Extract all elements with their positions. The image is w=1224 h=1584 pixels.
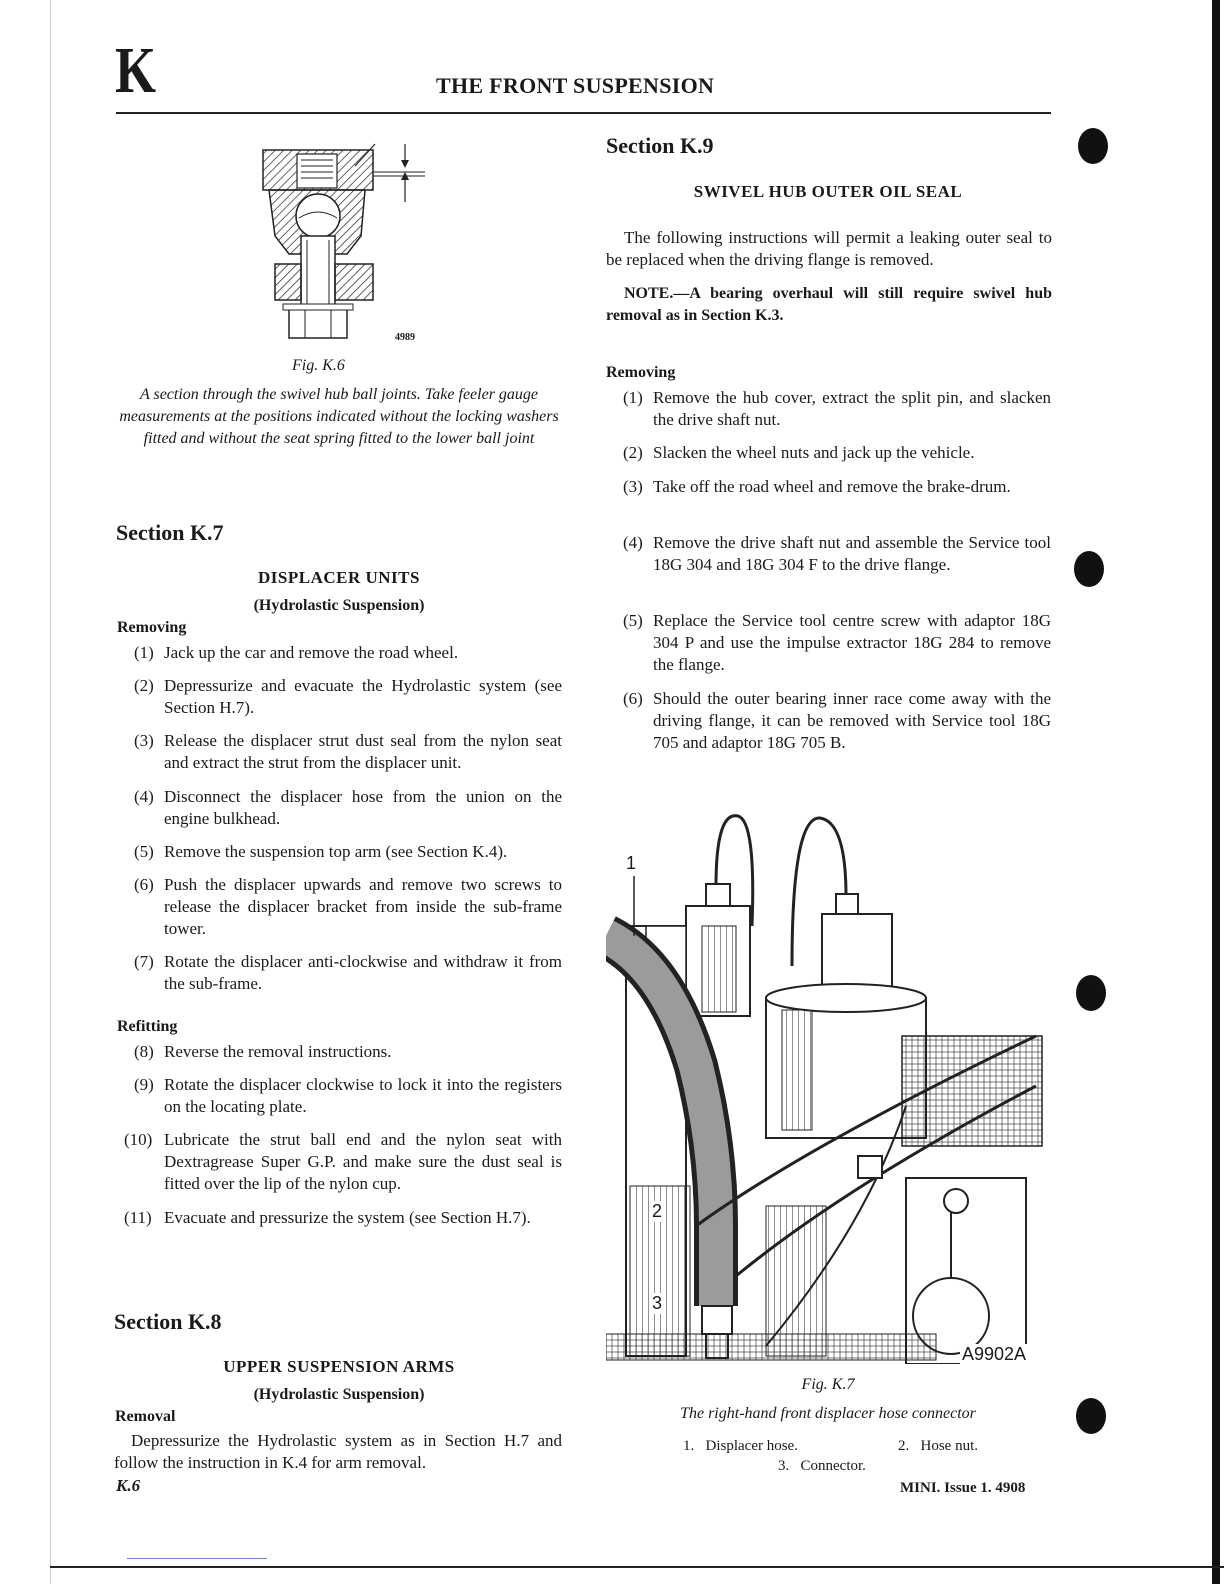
scan-mark bbox=[127, 1558, 267, 1559]
figure-caption: A section through the swivel hub ball joints. Take feeler gauge measurements at the positions indicated without the locking washers fitted and without the seat spring fitted to the lower ball joint bbox=[119, 386, 559, 447]
item-text: Lubricate the strut ball end and the nylon seat with Dextragrease Super G.P. and make sure the dust seal is fitted over the lip of the nylon cup. bbox=[164, 1130, 562, 1193]
callout-1: 1 bbox=[626, 853, 637, 873]
legend-item bbox=[778, 1458, 866, 1475]
list-item bbox=[623, 610, 1051, 676]
item-number: (3) bbox=[623, 477, 643, 496]
item-text: Slacken the wheel nuts and jack up the vehicle. bbox=[653, 443, 975, 462]
section-letter: K bbox=[115, 34, 157, 107]
subheading-refitting: Refitting bbox=[117, 1018, 178, 1035]
binder-hole bbox=[1076, 1398, 1106, 1434]
paragraph: Depressurize the Hydrolastic system as in Section H.7 and follow the instruction in K.4 for arm removal. bbox=[114, 1431, 562, 1472]
legend-item bbox=[898, 1438, 978, 1455]
displacer-hose-connector-illustration bbox=[606, 806, 1046, 1364]
note-paragraph: NOTE.—A bearing overhaul will still require swivel hub removal as in Section K.3. bbox=[606, 285, 1052, 324]
callout-2: 2 bbox=[652, 1201, 663, 1221]
item-text: Take off the road wheel and remove the brake-drum. bbox=[653, 477, 1011, 496]
list-item bbox=[134, 642, 562, 664]
item-text: Should the outer bearing inner race come away with the driving flange, it can be removed with Service tool 18G 705 and adaptor 18G 705 B. bbox=[653, 689, 1051, 752]
list-item bbox=[134, 874, 562, 940]
section-title: UPPER SUSPENSION ARMS bbox=[223, 1357, 455, 1376]
ball-joint-section-illustration bbox=[255, 136, 435, 356]
header-rule bbox=[116, 112, 1051, 114]
list-item bbox=[623, 387, 1051, 431]
issue-reference: MINI. Issue 1. 4908 bbox=[900, 1480, 1026, 1496]
list-item bbox=[623, 532, 1051, 576]
item-number: (5) bbox=[134, 842, 154, 861]
item-text: Reverse the removal instructions. bbox=[164, 1042, 392, 1061]
section-heading: Section K.9 bbox=[606, 133, 714, 158]
item-text: Remove the hub cover, extract the split pin, and slacken the drive shaft nut. bbox=[653, 388, 1051, 429]
list-item bbox=[623, 476, 1051, 498]
legend-number: 1. bbox=[683, 1438, 695, 1454]
section-subtitle: (Hydrolastic Suspension) bbox=[253, 1386, 425, 1403]
page-edge-bottom bbox=[50, 1566, 1224, 1568]
item-text: Push the displacer upwards and remove two screws to release the displacer bracket from inside the sub-frame tower. bbox=[164, 875, 562, 938]
subheading-removal: Removal bbox=[115, 1408, 176, 1425]
subheading-removing: Removing bbox=[117, 619, 187, 636]
item-text: Remove the drive shaft nut and assemble the Service tool 18G 304 and 18G 304 F to the drive flange. bbox=[653, 533, 1051, 574]
binder-hole bbox=[1074, 551, 1104, 587]
item-text: Rotate the displacer clockwise to lock it into the registers on the locating plate. bbox=[164, 1075, 562, 1116]
item-number: (4) bbox=[623, 533, 643, 552]
item-number: (4) bbox=[134, 787, 154, 806]
item-number: (2) bbox=[623, 443, 643, 462]
list-item bbox=[124, 1207, 562, 1229]
item-number: (11) bbox=[124, 1208, 152, 1227]
list-item bbox=[623, 688, 1051, 754]
item-number: (6) bbox=[134, 875, 154, 894]
list-item bbox=[134, 1074, 562, 1118]
legend-text: Displacer hose. bbox=[705, 1438, 798, 1454]
section-heading: Section K.7 bbox=[116, 520, 224, 545]
item-text: Replace the Service tool centre screw with adaptor 18G 304 P and use the impulse extractor 18G 284 to remove the flange. bbox=[653, 611, 1051, 674]
item-text: Depressurize and evacuate the Hydrolastic system (see Section H.7). bbox=[164, 676, 562, 717]
item-number: (8) bbox=[134, 1042, 154, 1061]
item-text: Rotate the displacer anti-clockwise and withdraw it from the sub-frame. bbox=[164, 952, 562, 993]
plate-code: A9902A bbox=[962, 1344, 1027, 1364]
item-text: Release the displacer strut dust seal from the nylon seat and extract the strut from the displacer unit. bbox=[164, 731, 562, 772]
legend-number: 2. bbox=[898, 1438, 910, 1454]
list-item bbox=[134, 675, 562, 719]
page-number: K.6 bbox=[116, 1476, 141, 1495]
item-text: Evacuate and pressurize the system (see Section H.7). bbox=[164, 1208, 531, 1227]
page-title: THE FRONT SUSPENSION bbox=[436, 73, 715, 98]
item-number: (5) bbox=[623, 611, 643, 630]
legend-text: Connector. bbox=[800, 1458, 866, 1474]
section-title: DISPLACER UNITS bbox=[258, 568, 420, 587]
figure-caption: The right-hand front displacer hose connector bbox=[680, 1405, 976, 1422]
list-item bbox=[124, 1129, 562, 1195]
list-item bbox=[134, 730, 562, 774]
figure-label: Fig. K.7 bbox=[801, 1376, 855, 1393]
callout-3: 3 bbox=[652, 1293, 663, 1313]
page-edge-right bbox=[1212, 0, 1220, 1584]
page-edge-left bbox=[50, 0, 51, 1584]
list-item bbox=[134, 786, 562, 830]
figure-label: Fig. K.6 bbox=[292, 357, 345, 374]
list-item bbox=[134, 951, 562, 995]
item-text: Disconnect the displacer hose from the union on the engine bulkhead. bbox=[164, 787, 562, 828]
item-number: (3) bbox=[134, 731, 154, 750]
item-text: Jack up the car and remove the road wheel. bbox=[164, 643, 459, 662]
item-number: (1) bbox=[623, 388, 643, 407]
item-text: Remove the suspension top arm (see Section K.4). bbox=[164, 842, 508, 861]
section-title: SWIVEL HUB OUTER OIL SEAL bbox=[693, 182, 963, 201]
item-number: (1) bbox=[134, 643, 154, 662]
legend-text: Hose nut. bbox=[920, 1438, 978, 1454]
list-item bbox=[134, 841, 562, 863]
binder-hole bbox=[1076, 975, 1106, 1011]
section-subtitle: (Hydrolastic Suspension) bbox=[253, 597, 425, 614]
item-number: (10) bbox=[124, 1130, 153, 1149]
item-number: (6) bbox=[623, 689, 643, 708]
section-heading: Section K.8 bbox=[114, 1309, 222, 1334]
list-item bbox=[134, 1041, 562, 1063]
legend-item bbox=[683, 1438, 798, 1455]
subheading-removing: Removing bbox=[606, 364, 676, 381]
item-number: (9) bbox=[134, 1075, 154, 1094]
legend-number: 3. bbox=[778, 1458, 790, 1474]
list-item bbox=[623, 442, 1051, 464]
plate-mark: 4989 bbox=[395, 332, 415, 343]
item-number: (7) bbox=[134, 952, 154, 971]
paragraph: The following instructions will permit a leaking outer seal to be replaced when the driving flange is removed. bbox=[606, 228, 1052, 269]
item-number: (2) bbox=[134, 676, 154, 695]
binder-hole bbox=[1078, 128, 1108, 164]
